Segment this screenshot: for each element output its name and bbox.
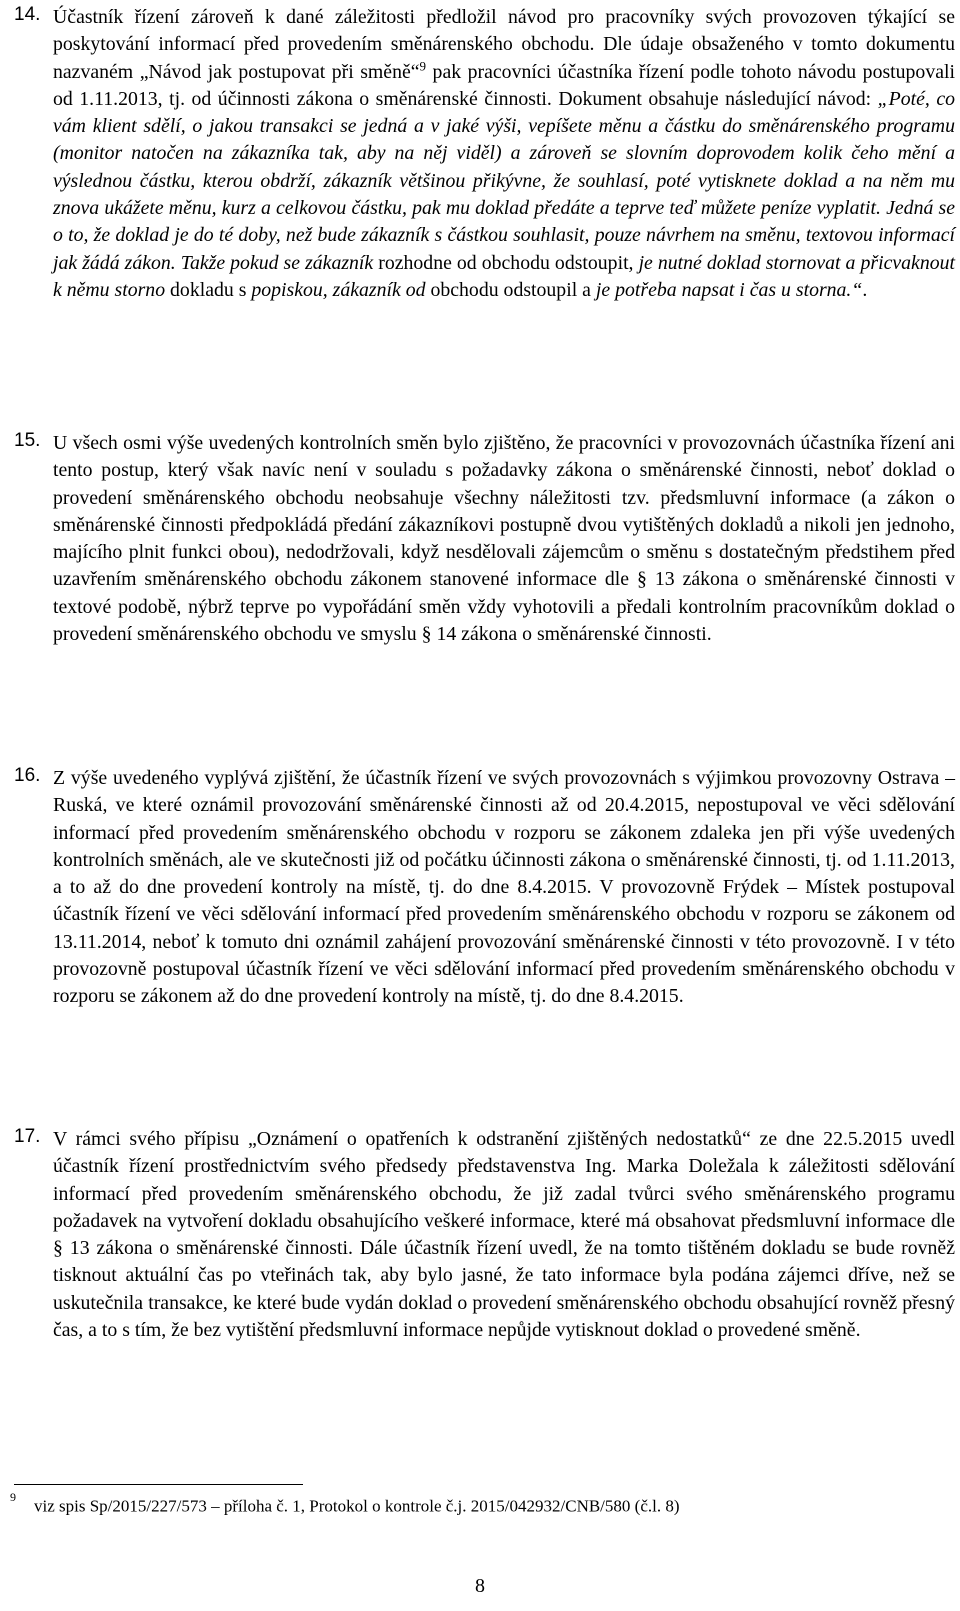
paragraph-number: 14.	[14, 4, 41, 25]
footnote-reference[interactable]: 9	[419, 58, 427, 73]
paragraph-16	[14, 765, 955, 1011]
paragraph-17	[14, 1126, 955, 1344]
paragraph-number: 15.	[14, 430, 41, 451]
paragraph-14	[14, 4, 955, 304]
paragraph-text: rozhodne od obchodu odstoupit,	[378, 251, 639, 274]
footnote-mark: 9	[10, 1490, 16, 1504]
paragraph-body: V rámci svého přípisu „Oznámení o opatřeních k odstranění zjištěných nedostatků“ ze dne 22.5.2015 uvedl účastník řízení prostřednictvím svého předsedy představenstva Ing. Marka Doležala k záležitosti sdělování informací před provedením směnárenského obchodu, že již zadal tvůrci svého směnárenského programu požadavek na vytvoření dokladu obsahujícího veškeré informace, které má obsahovat předsmluvní informace dle § 13 zákona o směnárenské činnosti. Dále účastník řízení uvedl, že na tomto tištěném dokladu se bude rovněž tisknout aktuální čas po vteřinách tak, aby bylo jasné, že tato informace byla podána zájemci dříve, než se uskutečnila transakce, ke které bude vydán doklad o provedení směnárenského obchodu obsahující rovněž přesný čas, a to s tím, že bez vytištění předsmluvní informace nepůjde vytisknout doklad o provedené směně.	[53, 1128, 955, 1342]
paragraph-text: .	[862, 278, 868, 301]
footnote-text: viz spis Sp/2015/227/573 – příloha č. 1, Protokol o kontrole č.j. 2015/042932/CNB/580 (č.l. 8)	[34, 1496, 680, 1516]
paragraph-number: 16.	[14, 765, 41, 786]
paragraph-text: dokladu s	[170, 278, 252, 301]
quoted-instructions: „Poté, co vám klient sdělí, o jakou transakci se jedná a v jaké výši, vepíšete měnu a částku do směnárenského programu (monitor natočen na zákazníka tak, aby na něj viděl) a zároveň se slovním doprovodem kolik čeho mění a výslednou částku, kterou obdrží, zákazník většinou přikývne, že souhlasí, poté vytisknete doklad a na něm mu znova ukážete měnu, kurz a celkovou částku, pak mu doklad předáte a teprve teď můžete peníze vyplatit. Jedná se o to, že doklad je do té doby, než bude zákazník s částkou souhlasit, pouze návrhem na směnu, textovou informací jak žádá zákon. Takže pokud se zákazník	[53, 87, 956, 274]
paragraph-text: pak pracovníci účastníka řízení podle tohoto návodu postupovali od 1.11.2013, tj. od účinnosti zákona o směnárenské činnosti. Dokument obsahuje následující návod:	[53, 60, 955, 110]
quoted-instructions: popiskou, zákazník od	[251, 278, 431, 301]
paragraph-text: Účastník řízení zároveň k dané záležitosti předložil návod pro pracovníky svých provozoven týkající se poskytování informací před provedením směnárenského obchodu. Dle údaje obsaženého v tomto dokumentu nazvaném „Návod jak postupovat při směně“	[53, 6, 955, 83]
paragraph-15	[14, 430, 955, 648]
paragraph-text: obchodu odstoupil a	[430, 278, 596, 301]
quoted-instructions: je nutné doklad stornovat a přicvaknout k němu storno	[53, 251, 955, 301]
paragraph-body: Z výše uvedeného vyplývá zjištění, že účastník řízení ve svých provozovnách s výjimkou provozovny Ostrava – Ruská, ve které oznámil provozování směnárenské činnosti až od 20.4.2015, nepostupoval ve věci sdělování informací před provedením směnárenského obchodu v rozporu se zákonem zdaleka jen při výše uvedených kontrolních směnách, ale ve skutečnosti již od počátku účinnosti zákona o směnárenské činnosti, tj. od 1.11.2013, a to až do dne provedení kontroly na místě, tj. do dne 8.4.2015. V provozovně Frýdek – Místek postupoval účastník řízení ve věci sdělování informací před provedením směnárenského obchodu v rozporu se zákonem od 13.11.2014, neboť k tomuto dni oznámil zahájení provozování směnárenské činnosti v této provozovně. I v této provozovně postupoval účastník řízení ve věci sdělování informací před provedením směnárenského obchodu v rozporu se zákonem až do dne provedení kontroly na místě, tj. do dne 8.4.2015.	[53, 767, 955, 1008]
quoted-instructions: je potřeba napsat i čas u storna.“	[595, 278, 863, 301]
paragraph-body: U všech osmi výše uvedených kontrolních směn bylo zjištěno, že pracovníci v provozovnách účastníka řízení ani tento postup, který však navíc není v souladu s požadavky zákona o směnárenské činnosti, neboť doklad o provedení směnárenského obchodu neobsahuje všechny náležitosti tzv. předsmluvní informace (a zákon o směnárenské činnosti předpokládá předání zákazníkovi postupně dvou vytištěných dokladů a nikoli jen jednoho, majícího plnit funkci obou), nedodržovali, když nesdělovali zájemcům o směnu s dostatečným předstihem před uzavřením směnárenského obchodu zákonem stanovené informace dle § 13 zákona o směnárenské činnosti v textové podobě, nýbrž teprve po vypořádání směn vždy vyhotovili a předali kontrolním pracovníkům doklad o provedení směnárenského obchodu ve smyslu § 14 zákona o směnárenské činnosti.	[53, 432, 955, 646]
footnote	[10, 1490, 940, 1517]
paragraph-number: 17.	[14, 1126, 41, 1147]
paragraph-body	[53, 4, 955, 304]
page-number: 8	[475, 1575, 485, 1597]
footnote-divider	[14, 1484, 303, 1485]
